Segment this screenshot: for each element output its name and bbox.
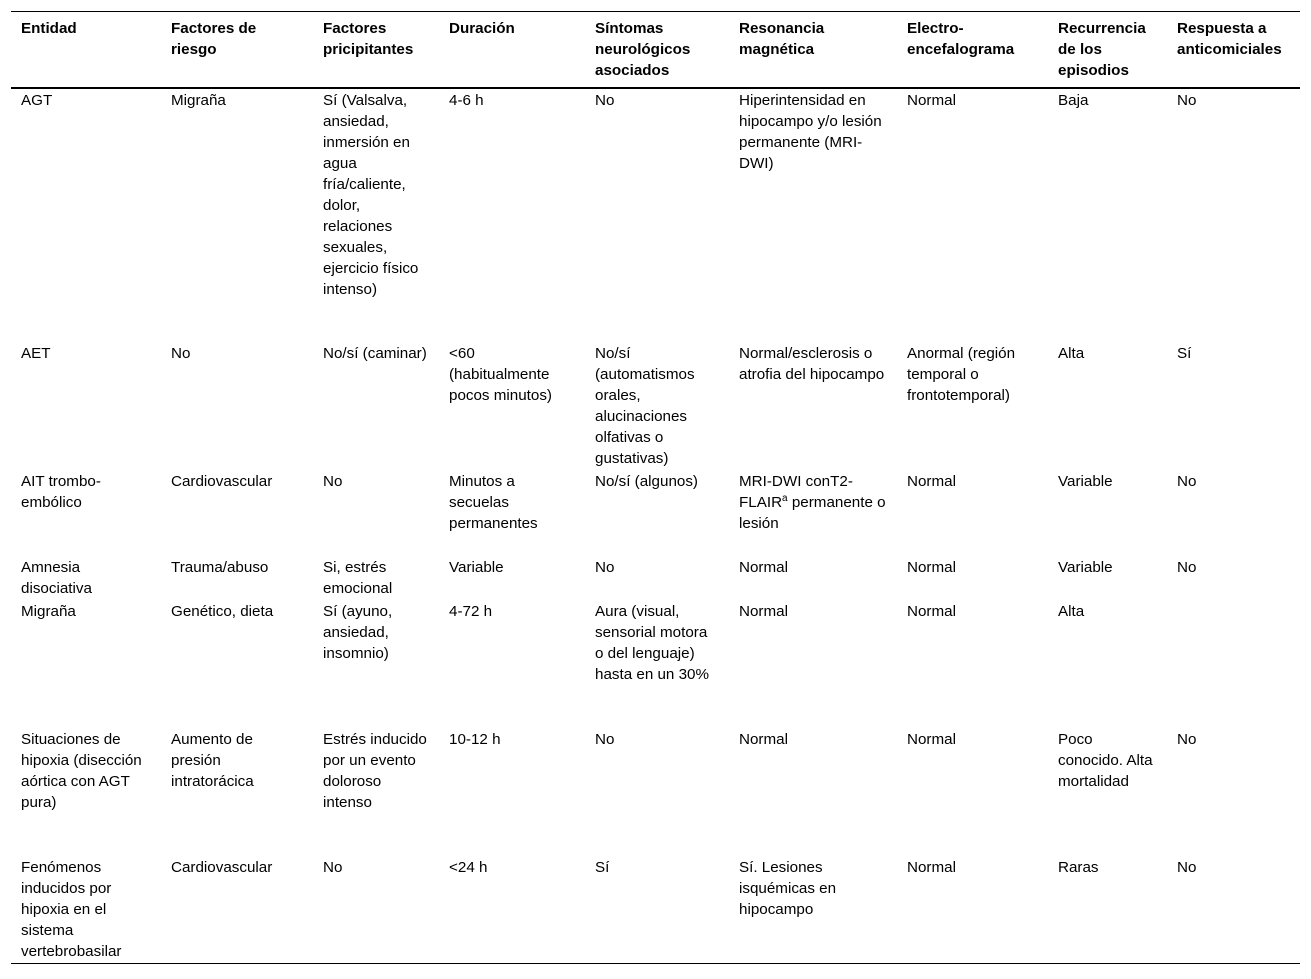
table-cell: 4-6 h <box>449 92 484 109</box>
table-cell: Cardiovascular <box>171 473 273 490</box>
table-cell-mri-footnote <box>729 470 897 556</box>
table-row <box>11 600 1300 728</box>
table-cell: Minutos a secuelas permanentes <box>449 473 538 532</box>
table-cell <box>1167 600 1300 728</box>
table-cell: AET <box>21 345 51 362</box>
table-cell: Poco conocido. Alta mortalidad <box>1058 731 1153 790</box>
table-cell: No <box>171 345 191 362</box>
table-cell: No <box>1177 859 1197 876</box>
table-row <box>11 556 1300 600</box>
table-cell: No <box>595 731 615 748</box>
table-cell: No <box>595 92 615 109</box>
table-row <box>11 856 1300 964</box>
table-cell: No <box>1177 473 1197 490</box>
table-row <box>11 728 1300 856</box>
table-cell: <60 (habitualmente pocos minutos) <box>449 345 552 404</box>
table-cell: Trauma/abuso <box>171 559 269 576</box>
table-cell: No/sí (automatismos orales, alucinaciones olfativas o gustativas) <box>595 345 695 467</box>
header-duracion: Duración <box>449 20 515 37</box>
table-cell: Normal <box>739 731 788 748</box>
table-cell: Normal <box>907 92 956 109</box>
table-cell: Variable <box>1058 473 1113 490</box>
mri-text: MRI-DWI conT2-FLAIR <box>739 473 853 511</box>
header-anticomiciales: Respuesta a anticomiciales <box>1177 20 1282 58</box>
table-cell: Raras <box>1058 859 1099 876</box>
header-entidad: Entidad <box>21 20 77 37</box>
table-row <box>11 470 1300 556</box>
table-header-row <box>11 12 1300 89</box>
table-cell: Sí <box>1177 345 1192 362</box>
table-cell: Alta <box>1058 345 1085 362</box>
table-cell: Estrés inducido por un evento doloroso intenso <box>323 731 427 811</box>
header-factores-precipitantes: Factores pricipitantes <box>323 20 414 58</box>
table-cell: Hiperintensidad en hipocampo y/o lesión permanente (MRI-DWI) <box>739 92 882 172</box>
header-factores-riesgo: Factores de riesgo <box>171 20 257 58</box>
table-cell: Genético, dieta <box>171 603 274 620</box>
table-cell: Sí (Valsalva, ansiedad, inmersión en agua fría/caliente, dolor, relaciones sexuales, ejercicio físico intenso) <box>323 92 419 298</box>
table-cell: Sí (ayuno, ansiedad, insomnio) <box>323 603 393 662</box>
table-cell: 4-72 h <box>449 603 493 620</box>
table-cell: Cardiovascular <box>171 859 273 876</box>
table-cell: No <box>1177 731 1197 748</box>
table-cell: No <box>323 473 343 490</box>
table-cell: No <box>1177 92 1197 109</box>
header-sintomas: Síntomas neurológicos asociados <box>595 20 691 79</box>
table-row <box>11 88 1300 342</box>
table-cell: Migraña <box>171 92 226 109</box>
table-cell: Alta <box>1058 603 1085 620</box>
table-cell: Baja <box>1058 92 1089 109</box>
table-cell: <24 h <box>449 859 488 876</box>
header-recurrencia: Recurrencia de los episodios <box>1058 20 1146 79</box>
table-cell: Fenómenos inducidos por hipoxia en el sistema vertebrobasilar <box>21 859 122 960</box>
table-cell: AGT <box>21 92 53 109</box>
table-cell: Situaciones de hipoxia (disección aórtica con AGT pura) <box>21 731 142 811</box>
table-cell: Amnesia disociativa <box>21 559 92 597</box>
table-cell: 10-12 h <box>449 731 501 748</box>
table-cell: Normal/esclerosis o atrofia del hipocampo <box>739 345 885 383</box>
table-cell: No/sí (algunos) <box>595 473 698 490</box>
comparison-table <box>11 11 1300 964</box>
table-cell: Normal <box>907 731 956 748</box>
table-row <box>11 342 1300 470</box>
footnote-marker: a <box>782 492 788 504</box>
table-cell: Sí. Lesiones isquémicas en hipocampo <box>739 859 837 918</box>
table-cell: Normal <box>739 603 788 620</box>
table-cell: No <box>595 559 615 576</box>
table-cell: Sí <box>595 859 610 876</box>
header-resonancia: Resonancia magnética <box>739 20 825 58</box>
table-cell: Anormal (región temporal o frontotemporal) <box>907 345 1016 404</box>
table-cell: Normal <box>907 559 956 576</box>
table-cell: Normal <box>907 603 956 620</box>
table-cell: Variable <box>449 559 504 576</box>
comparison-table-container <box>11 11 1300 964</box>
table-cell: Normal <box>907 859 956 876</box>
table-cell: No <box>323 859 343 876</box>
table-cell: Aura (visual, sensorial motora o del lenguaje) hasta en un 30% <box>595 603 709 683</box>
table-cell: Normal <box>739 559 788 576</box>
header-eeg: Electro-encefalograma <box>907 20 1015 58</box>
table-cell: AIT trombo-embólico <box>21 473 101 511</box>
table-cell: Si, estrés emocional <box>323 559 393 597</box>
table-cell: No <box>1177 559 1197 576</box>
table-cell: Aumento de presión intratorácica <box>171 731 254 790</box>
mri-text-continuation: permanente o lesión <box>739 494 886 532</box>
table-cell: No/sí (caminar) <box>323 345 427 362</box>
table-cell: Variable <box>1058 559 1113 576</box>
table-cell: Migraña <box>21 603 76 620</box>
table-cell: Normal <box>907 473 956 490</box>
